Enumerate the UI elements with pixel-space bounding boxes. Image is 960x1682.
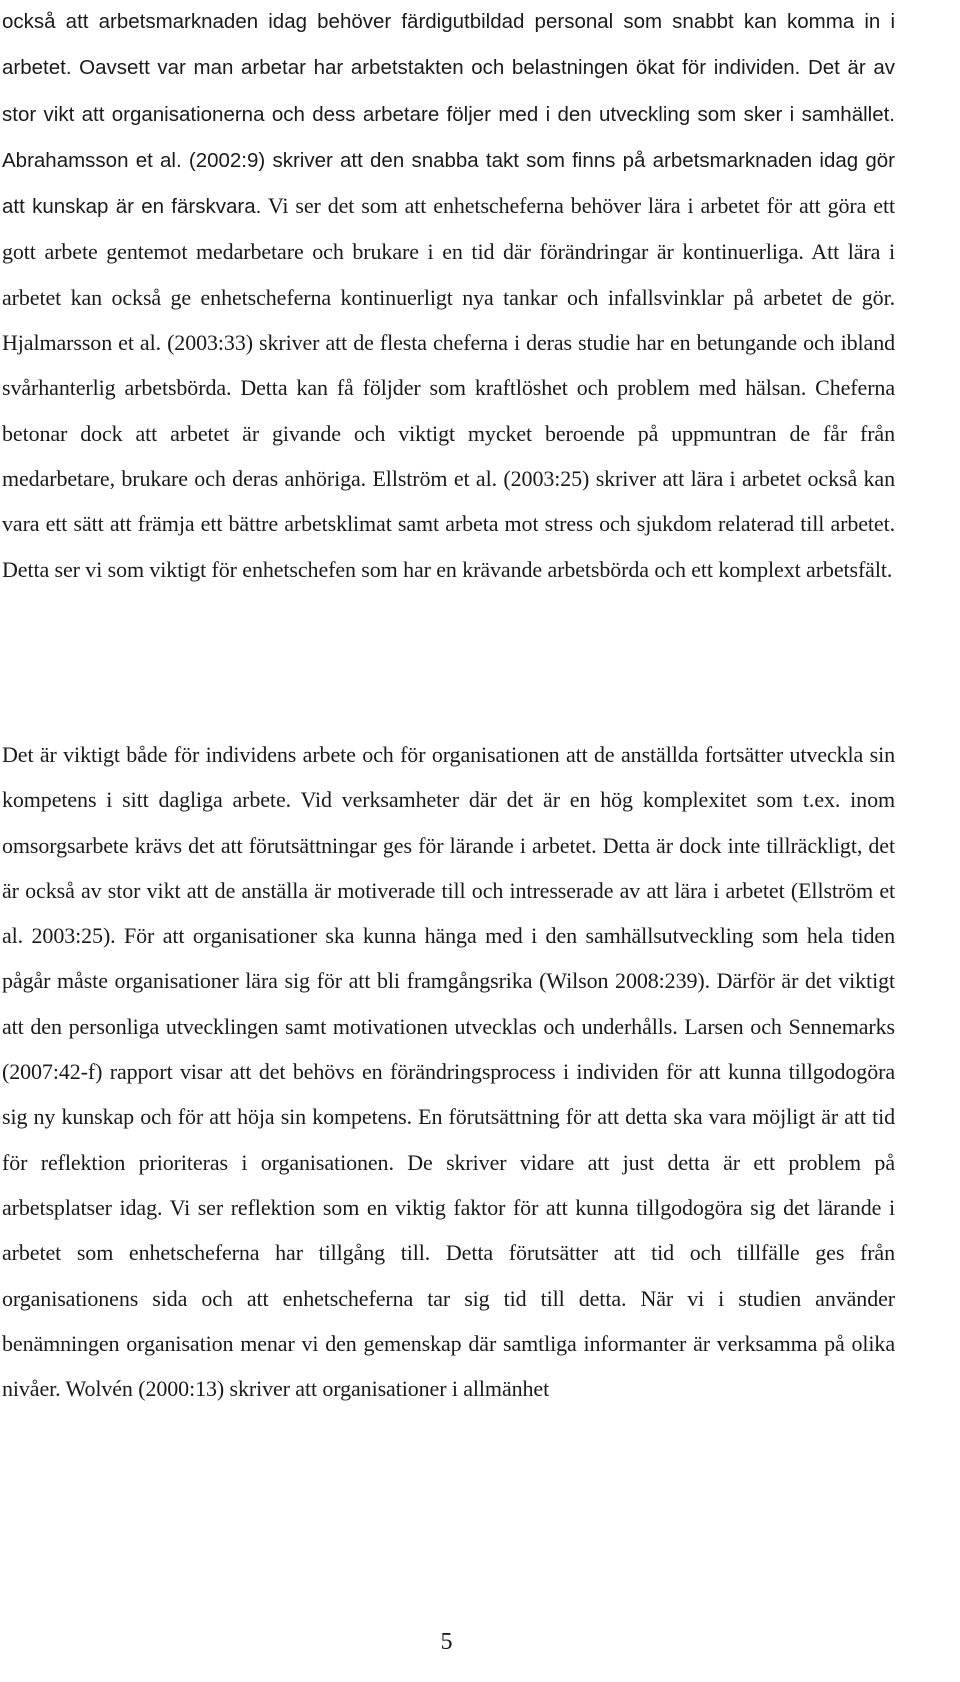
paragraph-1-text-part-2: Vi ser det som att enhetscheferna behöver lära i arbetet för att göra ett gott arbete gentemot medarbetare och brukare i en tid där förändringar är kontinuerliga. Att lära i arbetet kan också ge enhetscheferna kontinuerligt nya tankar och infallsvinklar på arbetet de gör. Hjalmarsson et al. (2003:33) skriver att de flesta cheferna i deras studie har en betungande och ibland svårhanterlig arbetsbörda. Detta kan få följder som kraftlöshet och problem med hälsan. Cheferna betonar dock att arbetet är givande och viktigt mycket beroende på uppmuntran de får från medarbetare, brukare och deras anhöriga. Ellström et al. (2003:25) skriver att lära i arbetet också kan vara ett sätt att främja ett bättre arbetsklimat samt arbeta mot stress och sjukdom relaterad till arbetet. Detta ser vi som viktigt för enhetschefen som har en krävande arbetsbörda och ett komplext arbetsfält. [2, 193, 895, 582]
paragraph-2-text: Det är viktigt både för individens arbete och för organisationen att de anställda fortsätter utveckla sin kompetens i sitt dagliga arbete. Vid verksamheter där det är en hög komplexitet som t.ex. inom omsorgsarbete krävs det att förutsättningar ges för lärande i arbetet. Detta är dock inte tillräckligt, det är också av stor vikt att de anställa är motiverade till och intresserade av att lära i arbetet (Ellström et al. 2003:25). För att organisationer ska kunna hänga med i den samhällsutveckling som hela tiden pågår måste organisationer lära sig för att bli framgångsrika (Wilson 2008:239). Därför är det viktigt att den personliga utvecklingen samt motivationen utvecklas och underhålls. Larsen och Sennemarks (2007:42-f) rapport visar att det behövs en förändringsprocess i individen för att kunna tillgodogöra sig ny kunskap och för att höja sin kompetens. En förutsättning för att detta ska vara möjligt är att tid för reflektion prioriteras i organisationen. De skriver vidare att just detta är ett problem på arbetsplatser idag. Vi ser reflektion som en viktig faktor för att kunna tillgodogöra sig det lärande i arbetet som enhetscheferna har tillgång till. Detta förutsätter att tid och tillfälle ges från organisationens sida och att enhetscheferna tar sig tid till detta. När vi i studien använder benämningen organisation menar vi den gemenskap där samtliga informanter är verksamma på olika nivåer. Wolvén (2000:13) skriver att organisationer i allmänhet [2, 742, 895, 1402]
paragraph-1 [0, 0, 895, 592]
page-number: 5 [440, 1629, 453, 1655]
paragraph-2 [0, 732, 895, 1411]
paragraph-1-text-part-1: också att arbetsmarknaden idag behöver färdigutbildad personal som snabbt kan komma in i arbetet. Oavsett var man arbetar har arbetstakten och belastningen ökat för individen. Det är av stor vikt att organisationerna och dess arbetare följer med i den utveckling som sker i samhället. Abrahamsson et al. (2002:9) skriver att den snabba takt som finns på arbetsmarknaden idag gör att kunskap är en färskvara. [2, 10, 895, 219]
